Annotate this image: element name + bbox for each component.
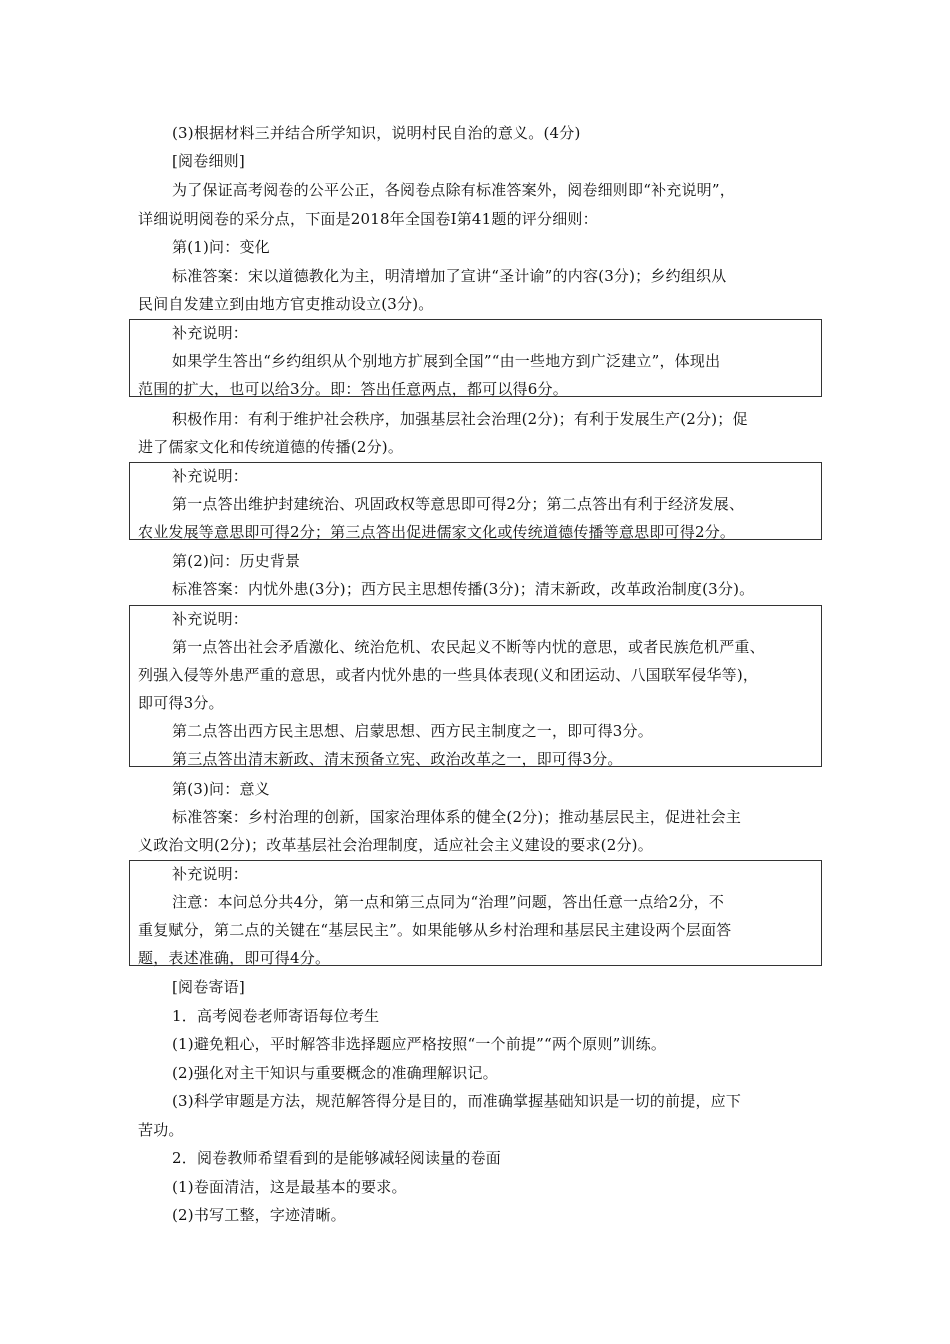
- advice-item-2-2: (2)书写工整，字迹清晰。: [172, 1206, 346, 1224]
- part-1-positive-line-2: 进了儒家文化和传统道德的传播(2分)。: [138, 438, 404, 456]
- part-1-positive-line-1: 积极作用：有利于维护社会秩序，加强基层社会治理(2分)；有利于发展生产(2分)；促: [172, 410, 748, 428]
- intro-line-2: 详细说明阅卷的采分点，下面是2018年全国卷Ⅰ第41题的评分细则：: [138, 210, 598, 228]
- part-1-title: 第(1)问：变化: [172, 238, 270, 256]
- part-2-title: 第(2)问：历史背景: [172, 552, 301, 570]
- supplement-box-4-title: 补充说明：: [172, 865, 249, 883]
- part-3-title: 第(3)问：意义: [172, 780, 270, 798]
- supplement-box-3: [129, 605, 822, 767]
- supplement-box-4-line-2: 重复赋分，第二点的关键在“基层民主”。如果能够从乡村治理和基层民主建设两个层面答: [138, 921, 732, 939]
- supplement-box-4-line-1: 注意：本问总分共4分，第一点和第三点同为“治理”问题，答出任意一点给2分，不: [172, 893, 725, 911]
- advice-item-1-1: (1)避免粗心，平时解答非选择题应严格按照“一个前提”“两个原则”训练。: [172, 1035, 667, 1053]
- part-3-standard-line-1: 标准答案：乡村治理的创新，国家治理体系的健全(2分)；推动基层民主，促进社会主: [172, 808, 742, 826]
- supplement-box-2-line-2: 农业发展等意思即可得2分；第三点答出促进儒家文化或传统道德传播等意思即可得2分。: [138, 523, 736, 541]
- supplement-box-1-line-2: 范围的扩大，也可以给3分。即：答出任意两点，都可以得6分。: [138, 380, 568, 398]
- part-2-standard: 标准答案：内忧外患(3分)；西方民主思想传播(3分)；清末新政，改革政治制度(3分)。: [172, 580, 755, 598]
- supplement-box-3-line-4: 第二点答出西方民主思想、启蒙思想、西方民主制度之一，即可得3分。: [172, 722, 653, 740]
- intro-line-1: 为了保证高考阅卷的公平公正，各阅卷点除有标准答案外，阅卷细则即“补充说明”，: [172, 181, 735, 199]
- question-3-text: (3)根据材料三并结合所学知识，说明村民自治的意义。(4分): [172, 124, 581, 142]
- advice-item-2-1: (1)卷面清洁，这是最基本的要求。: [172, 1178, 407, 1196]
- supplement-box-2-title: 补充说明：: [172, 467, 249, 485]
- supplement-box-3-line-5: 第三点答出清末新政、清末预备立宪、政治改革之一，即可得3分。: [172, 750, 623, 768]
- supplement-box-3-line-1: 第一点答出社会矛盾激化、统治危机、农民起义不断等内忧的意思，或者民族危机严重、: [172, 638, 765, 656]
- advice-item-1-3-line-1: (3)科学审题是方法，规范解答得分是目的，而准确掌握基础知识是一切的前提，应下: [172, 1092, 742, 1110]
- advice-item-1-3-line-2: 苦功。: [138, 1121, 184, 1139]
- supplement-box-3-line-2: 列强入侵等外患严重的意思，或者内忧外患的一些具体表现(义和团运动、八国联军侵华等)，: [138, 666, 759, 684]
- advice-item-1-2: (2)强化对主干知识与重要概念的准确理解识记。: [172, 1064, 498, 1082]
- supplement-box-1-line-1: 如果学生答出“乡约组织从个别地方扩展到全国”“由一些地方到广泛建立”，体现出: [172, 352, 721, 370]
- part-3-standard-line-2: 义政治文明(2分)；改革基层社会治理制度，适应社会主义建设的要求(2分)。: [138, 836, 653, 854]
- part-1-standard-line-2: 民间自发建立到由地方官吏推动设立(3分)。: [138, 295, 434, 313]
- supplement-box-1-title: 补充说明：: [172, 324, 249, 342]
- supplement-box-4-line-3: 题，表述准确，即可得4分。: [138, 949, 331, 967]
- supplement-box-3-line-3: 即可得3分。: [138, 694, 224, 712]
- supplement-box-2-line-1: 第一点答出维护封建统治、巩固政权等意思即可得2分；第二点答出有利于经济发展、: [172, 495, 745, 513]
- supplement-box-3-title: 补充说明：: [172, 610, 249, 628]
- rules-heading: [阅卷细则]: [172, 152, 245, 170]
- advice-item-2: 2．阅卷教师希望看到的是能够减轻阅读量的卷面: [172, 1149, 501, 1167]
- advice-item-1: 1．高考阅卷老师寄语每位考生: [172, 1007, 380, 1025]
- part-1-standard-line-1: 标准答案：宋以道德教化为主，明清增加了宣讲“圣计谕”的内容(3分)；乡约组织从: [172, 267, 727, 285]
- advice-heading: [阅卷寄语]: [172, 978, 245, 996]
